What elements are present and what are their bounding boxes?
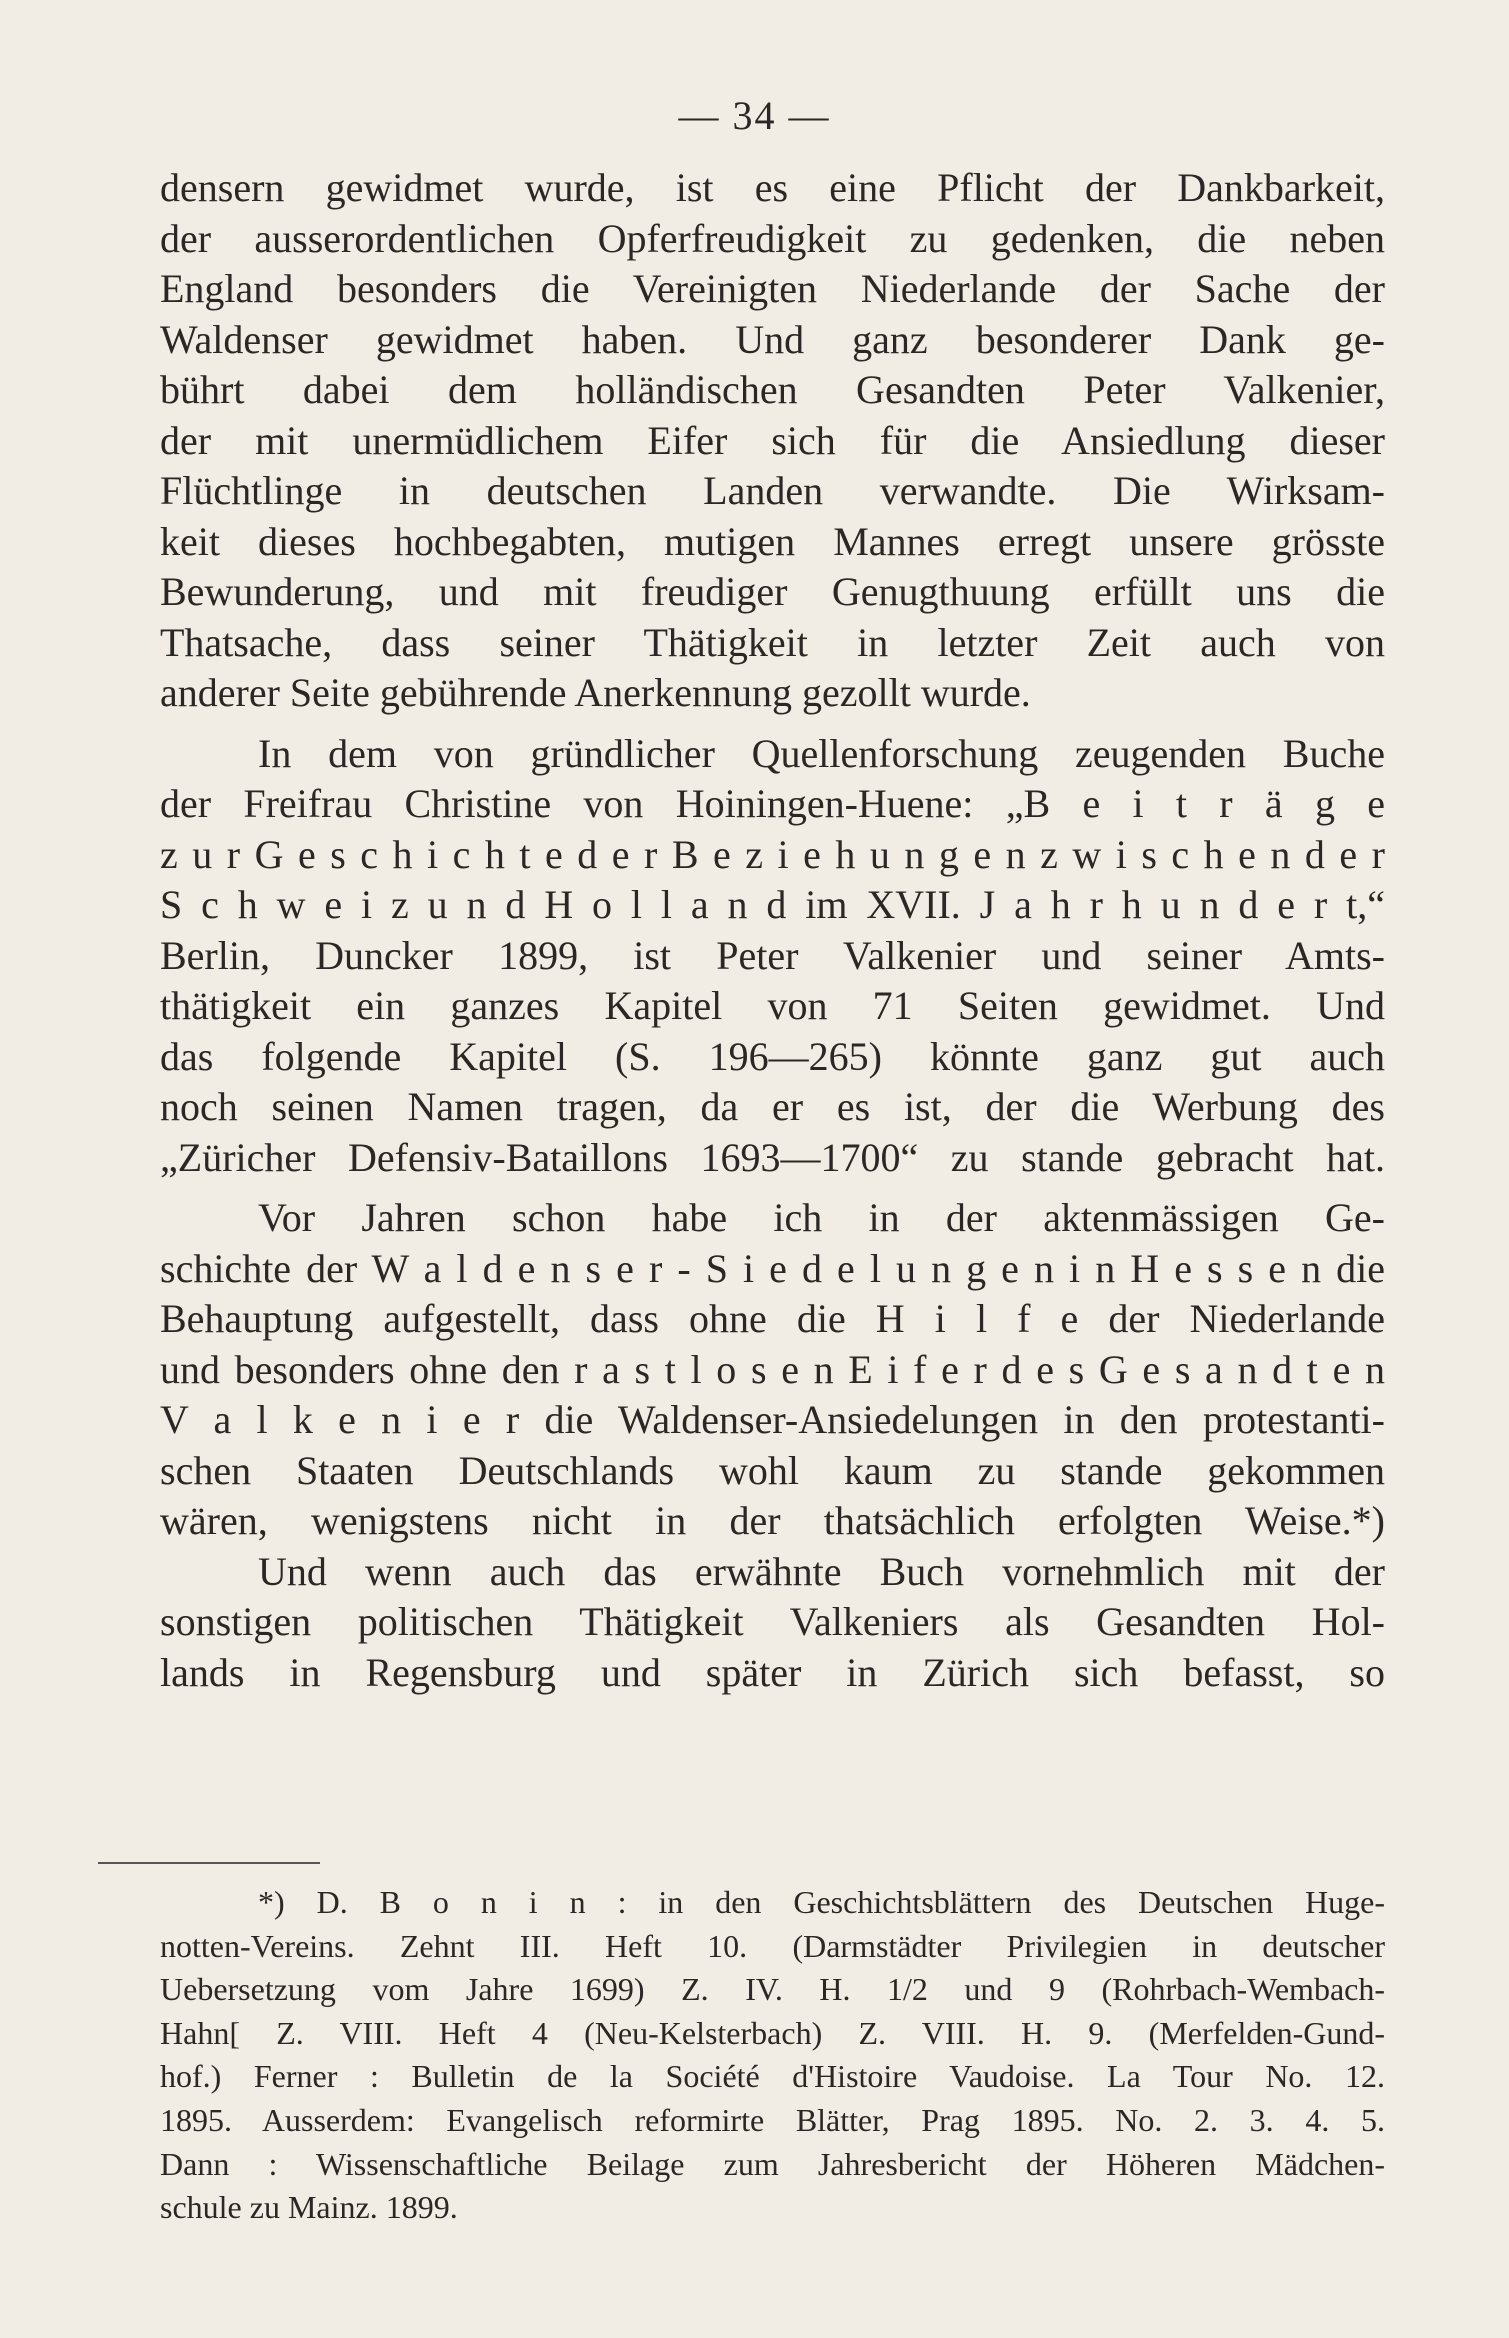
text-line: bührt dabei dem holländischen Gesandten Peter Valkenier,: [160, 367, 1385, 412]
paragraph-4: [160, 1547, 1385, 1699]
text-line: Bewunderung, und mit freudiger Genugthuung erfüllt uns die: [160, 569, 1385, 614]
text-line: der Freifrau Christine von Hoiningen-Huene: „B e i t r ä g e: [160, 781, 1385, 826]
footnote-line: *) D. B o n i n : in den Geschichtsblättern des Deutschen Huge-: [258, 1884, 1385, 1920]
text-line: noch seinen Namen tragen, da er es ist, der die Werbung des: [160, 1084, 1385, 1129]
text-line: S c h w e i z u n d H o l l a n d im XVII. J a h r h u n d e r t,“: [160, 882, 1385, 927]
text-line: densern gewidmet wurde, ist es eine Pflicht der Dankbarkeit,: [160, 165, 1385, 210]
text-line: Vor Jahren schon habe ich in der aktenmässigen Ge-: [258, 1195, 1385, 1240]
text-line: der ausserordentlichen Opferfreudigkeit zu gedenken, die neben: [160, 215, 1385, 261]
text-line: Und wenn auch das erwähnte Buch vornehmlich mit der: [258, 1548, 1385, 1594]
footnote: [160, 1881, 1385, 2230]
body-text: [160, 163, 1385, 1698]
footnote-line: Uebersetzung vom Jahre 1699) Z. IV. H. 1/2 und 9 (Rohrbach-Wembach-: [160, 1971, 1385, 2008]
footnote-line: 1895. Ausserdem: Evangelisch reformirte Blätter, Prag 1895. No. 2. 3. 4. 5.: [160, 2101, 1385, 2138]
text-line: thätigkeit ein ganzes Kapitel von 71 Seiten gewidmet. Und: [160, 983, 1385, 1028]
text-line: Berlin, Duncker 1899, ist Peter Valkenier und seiner Amts-: [160, 932, 1385, 978]
paragraph-2: [160, 729, 1385, 1184]
footnote-line: notten-Vereins. Zehnt III. Heft 10. (Darmstädter Privilegien in deutscher: [160, 1927, 1385, 1964]
text-line: keit dieses hochbegabten, mutigen Mannes erregt unsere grösste: [160, 518, 1385, 564]
footnote-line: schule zu Mainz. 1899.: [160, 2189, 458, 2226]
text-line: das folgende Kapitel (S. 196—265) könnte ganz gut auch: [160, 1033, 1385, 1079]
text-line: In dem von gründlicher Quellenforschung zeugenden Buche: [258, 730, 1385, 776]
text-line: wären, wenigstens nicht in der thatsächlich erfolgten Weise.*): [160, 1498, 1385, 1543]
text-line: Thatsache, dass seiner Thätigkeit in letzter Zeit auch von: [160, 619, 1385, 665]
text-line: schichte der W a l d e n s e r - S i e d e l u n g e n i n H e s s e n die: [160, 1245, 1385, 1291]
text-line: sonstigen politischen Thätigkeit Valkeniers als Gesandten Hol-: [160, 1599, 1385, 1644]
paragraph-1: [160, 163, 1385, 719]
text-line: Flüchtlinge in deutschen Landen verwandte. Die Wirksam-: [160, 468, 1385, 513]
text-line: „Züricher Defensiv-Bataillons 1693—1700“ zu stande gebracht hat.: [160, 1134, 1385, 1180]
text-line: lands in Regensburg und später in Zürich sich befasst, so: [160, 1649, 1385, 1695]
text-line: England besonders die Vereinigten Niederlande der Sache der: [160, 266, 1385, 311]
text-line: Waldenser gewidmet haben. Und ganz besonderer Dank ge-: [160, 316, 1385, 362]
text-line: und besonders ohne den r a s t l o s e n E i f e r d e s G e s a n d t e n: [160, 1346, 1385, 1392]
footnote-divider: [98, 1862, 320, 1864]
text-line: der mit unermüdlichem Eifer sich für die Ansiedlung dieser: [160, 417, 1385, 463]
footnote-line: hof.) Ferner : Bulletin de la Société d'Histoire Vaudoise. La Tour No. 12.: [160, 2058, 1385, 2095]
text-line: schen Staaten Deutschlands wohl kaum zu stande gekommen: [160, 1447, 1385, 1493]
text-line: anderer Seite gebührende Anerkennung gezollt wurde.: [160, 670, 1031, 715]
text-line: Behauptung aufgestellt, dass ohne die H i l f e der Niederlande: [160, 1296, 1385, 1341]
footnote-line: Hahn[ Z. VIII. Heft 4 (Neu-Kelsterbach) Z. VIII. H. 9. (Merfelden-Gund-: [160, 2014, 1385, 2051]
text-line: z u r G e s c h i c h t e d e r B e z i e h u n g e n z w i s c h e n d e r: [160, 831, 1385, 877]
page-number: — 34 —: [678, 93, 831, 138]
footnote-line: Dann : Wissenschaftliche Beilage zum Jahresbericht der Höheren Mädchen-: [160, 2145, 1385, 2182]
paragraph-3: [160, 1193, 1385, 1547]
text-line: V a l k e n i e r die Waldenser-Ansiedelungen in den protestanti-: [160, 1397, 1385, 1442]
